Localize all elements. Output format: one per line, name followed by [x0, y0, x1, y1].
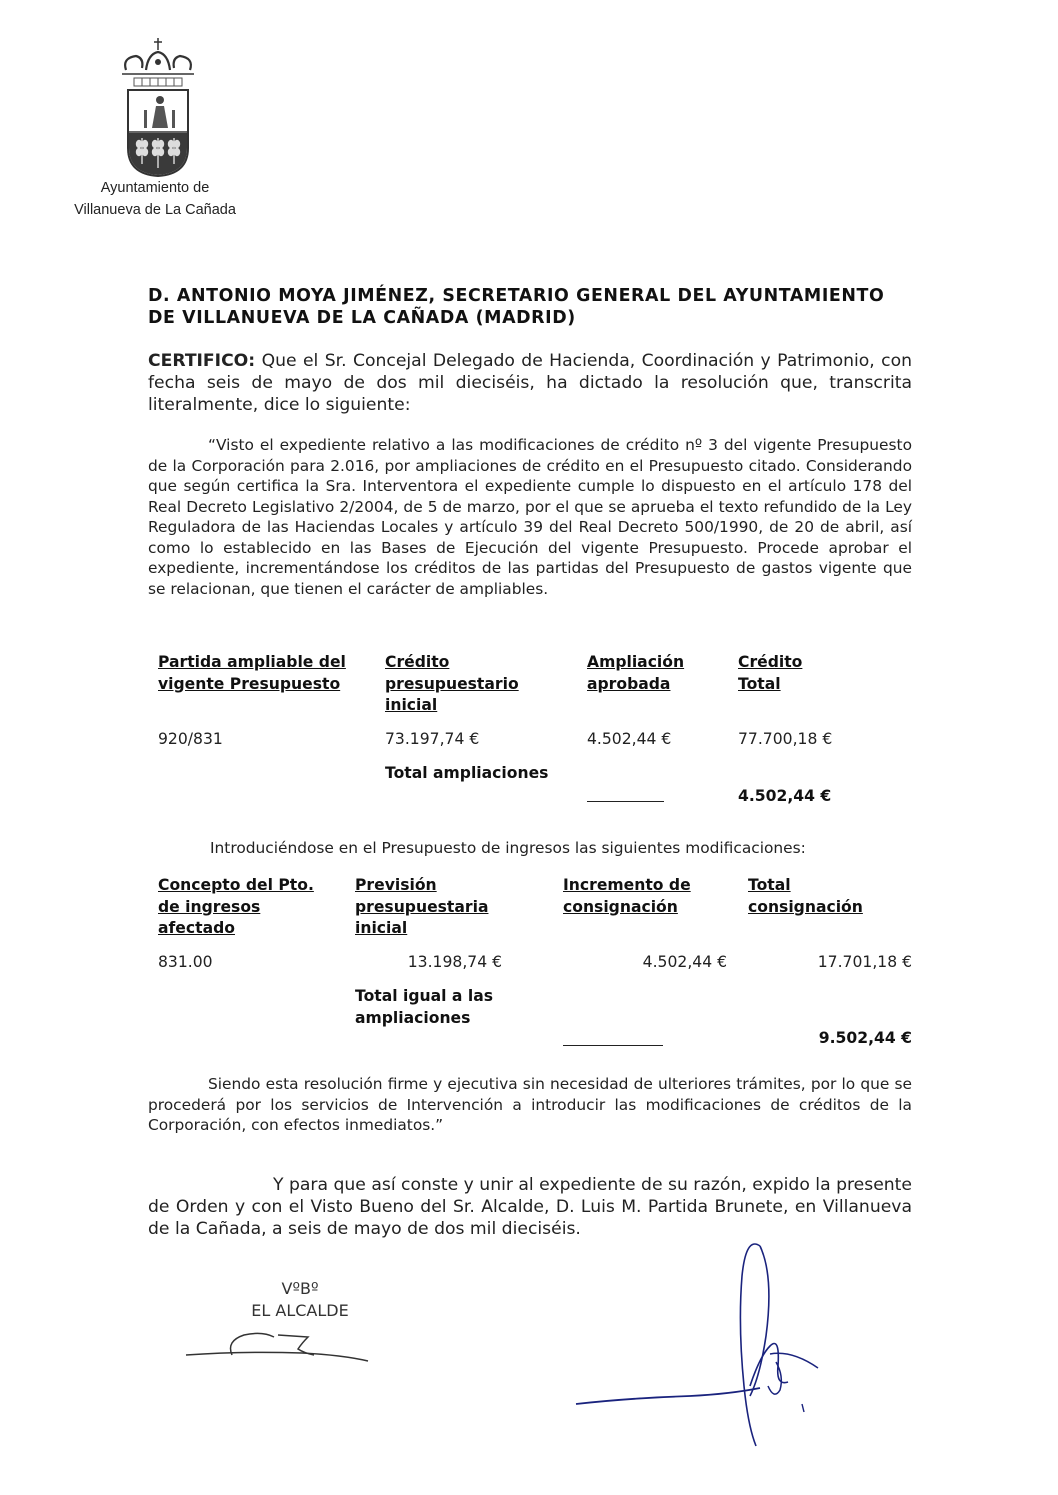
expenses-header-partida: Partida ampliable del vigente Presupuesto	[158, 653, 346, 693]
closing-resolution-text: Siendo esta resolución firme y ejecutiva sin necesidad de ulteriores trámites, por lo que se procederá por los servicios de Intervención a introducir las modificaciones de créditos de la Corporación, con efectos inmediatos.”	[148, 1075, 912, 1134]
income-cell-total: 17.701,18 €	[817, 953, 912, 971]
expenses-cell-partida: 920/831	[158, 730, 223, 748]
income-cell-prevision: 13.198,74 €	[407, 953, 502, 971]
document-heading-line1: D. ANTONIO MOYA JIMÉNEZ, SECRETARIO GENERAL DEL AYUNTAMIENTO	[148, 286, 885, 306]
income-total-label: Total igual a las ampliaciones	[355, 987, 494, 1027]
expenses-cell-credito-total: 77.700,18 €	[738, 730, 833, 748]
coat-of-arms-logo	[108, 36, 208, 186]
attestation-paragraph: Y para que así conste y unir al expediente de su razón, expido la presente de Orden y con el Visto Bueno del Sr. Alcalde, D. Luis M. Partida Brunete, en Villanueva de la Cañada, a seis de mayo de dos mil dieciséis.	[148, 1175, 912, 1239]
expenses-header-ampliacion: Ampliación aprobada	[587, 653, 685, 693]
document-heading-line2: DE VILLANUEVA DE LA CAÑADA (MADRID)	[148, 308, 576, 328]
vobo-label: VºBº	[281, 1279, 319, 1298]
income-cell-concepto: 831.00	[158, 953, 213, 971]
expenses-total-label: Total ampliaciones	[385, 764, 549, 782]
income-header-concepto: Concepto del Pto. de ingresos afectado	[158, 876, 314, 937]
municipality-name-line1: Ayuntamiento de	[100, 180, 210, 196]
expenses-total-rule	[587, 801, 664, 802]
income-total-rule	[563, 1045, 663, 1046]
resolution-text: “Visto el expediente relativo a las modificaciones de crédito nº 3 del vigente Presupuesto de la Corporación para 2.016, por ampliaciones de crédito en el Presupuesto citado. Considerando que según certifica la Sra. Interventora el expediente cumple lo dispuesto en el artículo 178 del Real Decreto Legislativo 2/2004, de 5 de marzo, por el que se aprueba el texto refundido de la Ley Reguladora de las Haciendas Locales y artículo 39 del Real Decreto 500/1990, de 20 de abril, así como lo establecido en las Bases de Ejecución del vigente Presupuesto. Procede aprobar el expediente, incrementándose los créditos de las partidas del Presupuesto de gastos vigente que se relacionan, que tienen el carácter de ampliables.	[148, 436, 912, 598]
certifico-label: CERTIFICO:	[148, 351, 256, 371]
income-total-value: 9.502,44 €	[818, 1029, 912, 1047]
income-header-prevision: Previsión presupuestaria inicial	[355, 876, 489, 937]
expenses-cell-ampliacion: 4.502,44 €	[587, 730, 672, 748]
certifico-text: Que el Sr. Concejal Delegado de Hacienda, Coordinación y Patrimonio, con fecha seis de mayo de dos mil dieciséis, ha dictado la resolución que, transcrita literalmente, dice lo siguiente:	[148, 351, 912, 415]
income-header-incremento: Incremento de consignación	[563, 876, 691, 916]
mayor-signature	[182, 1325, 372, 1370]
income-cell-incremento: 4.502,44 €	[642, 953, 727, 971]
income-header-total: Total consignación	[748, 876, 863, 916]
certifico-paragraph	[148, 350, 912, 416]
income-intro: Introduciéndose en el Presupuesto de ingresos las siguientes modificaciones:	[210, 839, 806, 857]
expenses-header-credito-total: Crédito Total	[738, 653, 803, 693]
expenses-header-credito-inicial: Crédito presupuestario inicial	[385, 653, 519, 714]
municipality-name-line2: Villanueva de La Cañada	[74, 202, 236, 218]
secretary-signature	[570, 1236, 830, 1464]
expenses-total-value: 4.502,44 €	[738, 787, 832, 805]
mayor-role-label: EL ALCALDE	[251, 1301, 349, 1320]
expenses-cell-credito-inicial: 73.197,74 €	[385, 730, 480, 748]
